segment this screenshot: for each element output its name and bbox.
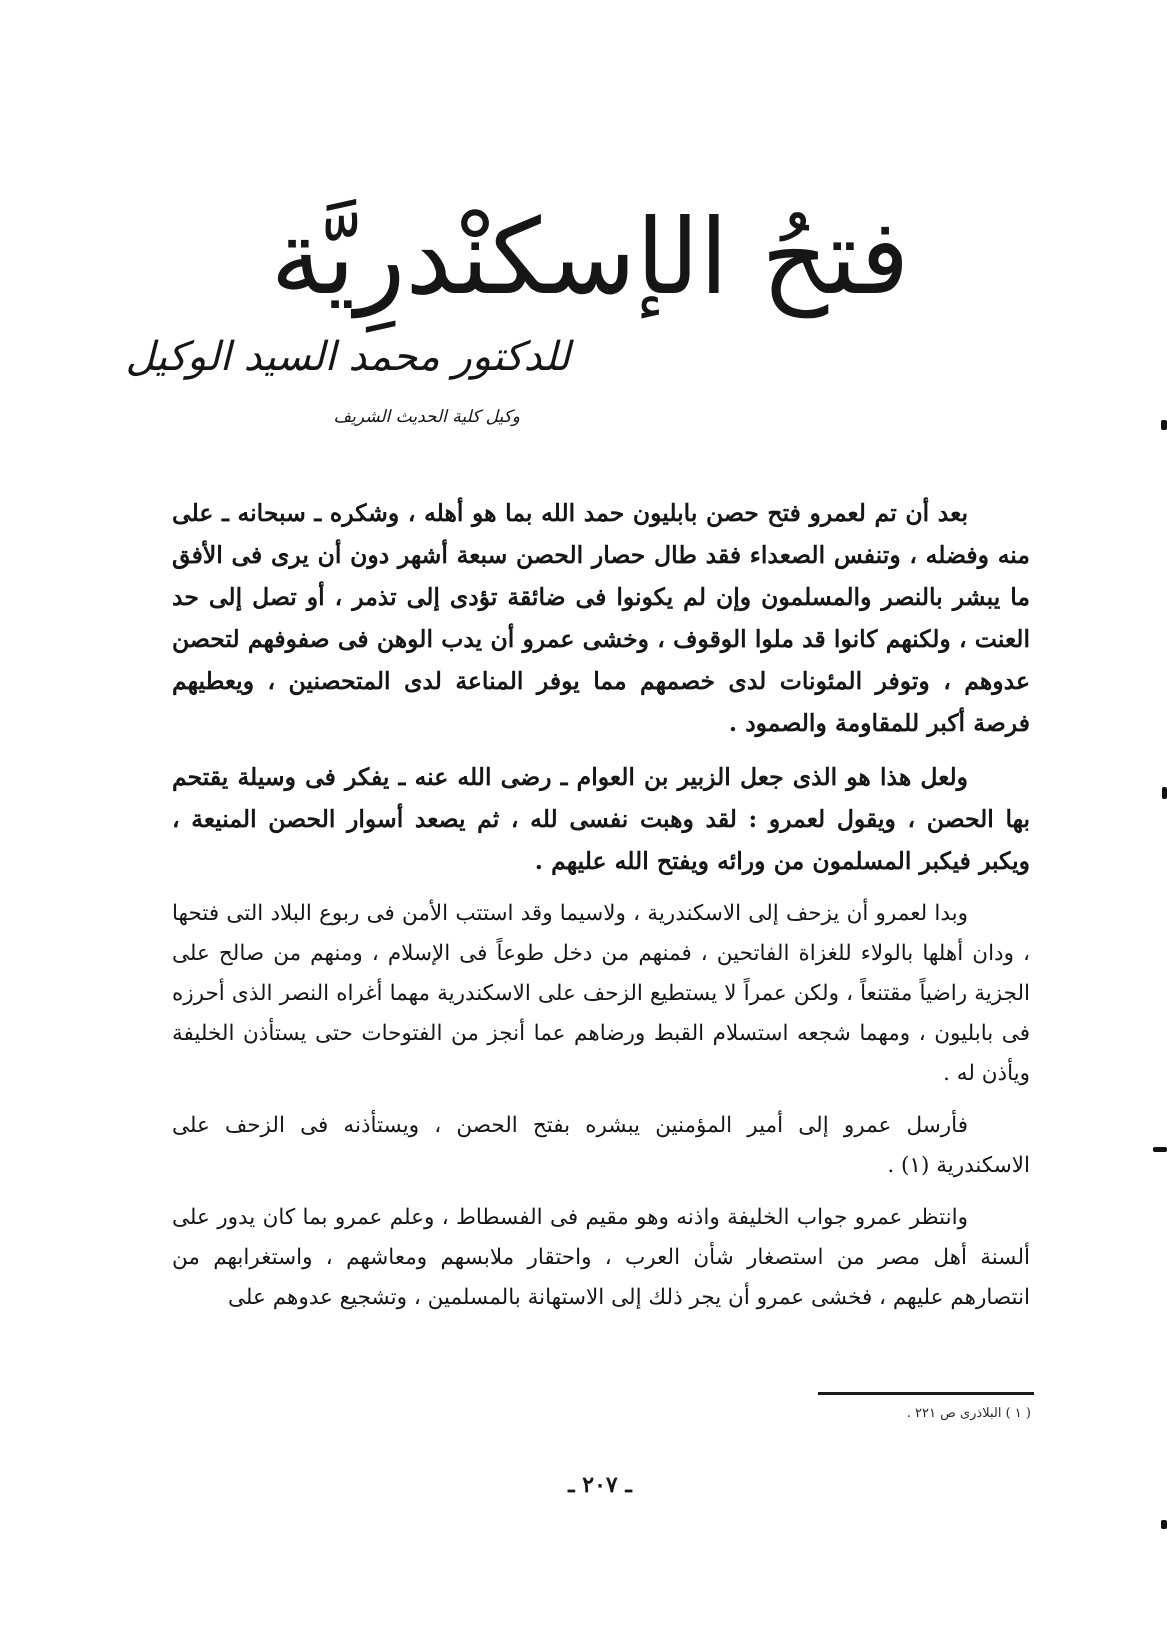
paragraph-5: وانتظر عمرو جواب الخليفة واذنه وهو مقيم فى الفسطاط ، وعلم عمرو بما كان يدور على ألسنة أهل مصر من استصغار شأن العرب ، واحتقار ملابسهم ومعاشهم ، واستغرابهم من انتصارهم عليهم ، فخشى عمرو أن يجر ذلك إلى الاستهانة بالمسلمين ، وتشجيع عدوهم على [172, 1205, 1030, 1310]
author-role: وكيل كلية الحديث الشريف [333, 407, 520, 427]
page-number: ـ ٢٠٧ ـ [568, 1472, 632, 1498]
author-name: للدكتور محمد السيد الوكيل [125, 334, 570, 380]
scan-edge-mark [1161, 1520, 1167, 1529]
paragraph-4: فأرسل عمرو إلى أمير المؤمنين يبشره بفتح الحصن ، ويستأذنه فى الزحف على الاسكندرية (١) . [172, 1113, 1030, 1178]
footnote: ( ١ ) البلاذرى ص ٢٢١ . [906, 1406, 1031, 1421]
scan-edge-mark [1153, 1147, 1167, 1152]
article-body [172, 492, 1030, 1330]
scan-edge-mark [1162, 787, 1167, 799]
paragraph-3: وبدا لعمرو أن يزحف إلى الاسكندرية ، ولاسيما وقد استتب الأمن فى ربوع البلاد التى فتحها ، ودان أهلها بالولاء للغزاة الفاتحين ، فمنهم من دخل طوعاً فى الإسلام ، ومنهم من صالح على الجزية راضياً مقتنعاً ، ولكن عمراً لا يستطيع الزحف على الاسكندرية مهما أغراه النصر الذى أحرزه فى بابليون ، ومهما شجعه استسلام القبط ورضاهم عما أنجز من الفتوحات حتى يستأذن الخليفة ويأذن له . [172, 901, 1030, 1086]
paragraph-1: بعد أن تم لعمرو فتح حصن بابليون حمد الله بما هو أهله ، وشكره ـ سبحانه ـ على منه وفضله ، وتنفس الصعداء فقد طال حصار الحصن سبعة أشهر دون أن يرى فى الأفق ما يبشر بالنصر والمسلمون وإن لم يكونوا فى ضائقة تؤدى إلى تذمر ، أو تصل إلى حد العنت ، ولكنهم كانوا قد ملوا الوقوف ، وخشى عمرو أن يدب الوهن فى صفوفهم لتحصن عدوهم ، وتوفر المئونات لدى خصمهم مما يوفر المناعة لدى المتحصنين ، ويعطيهم فرصة أكبر للمقاومة والصمود . [172, 499, 1030, 737]
page-title: فتحُ الإسكنْدرِيَّة [270, 196, 910, 318]
paragraph-2: ولعل هذا هو الذى جعل الزبير بن العوام ـ رضى الله عنه ـ يفكر فى وسيلة يقتحم بها الحصن ، ويقول لعمرو : لقد وهبت نفسى لله ، ثم يصعد أسوار الحصن المنيعة ، ويكبر فيكبر المسلمون من ورائه ويفتح الله عليهم . [172, 763, 1030, 875]
footnote-divider [818, 1392, 1034, 1395]
scan-edge-mark [1161, 420, 1167, 430]
